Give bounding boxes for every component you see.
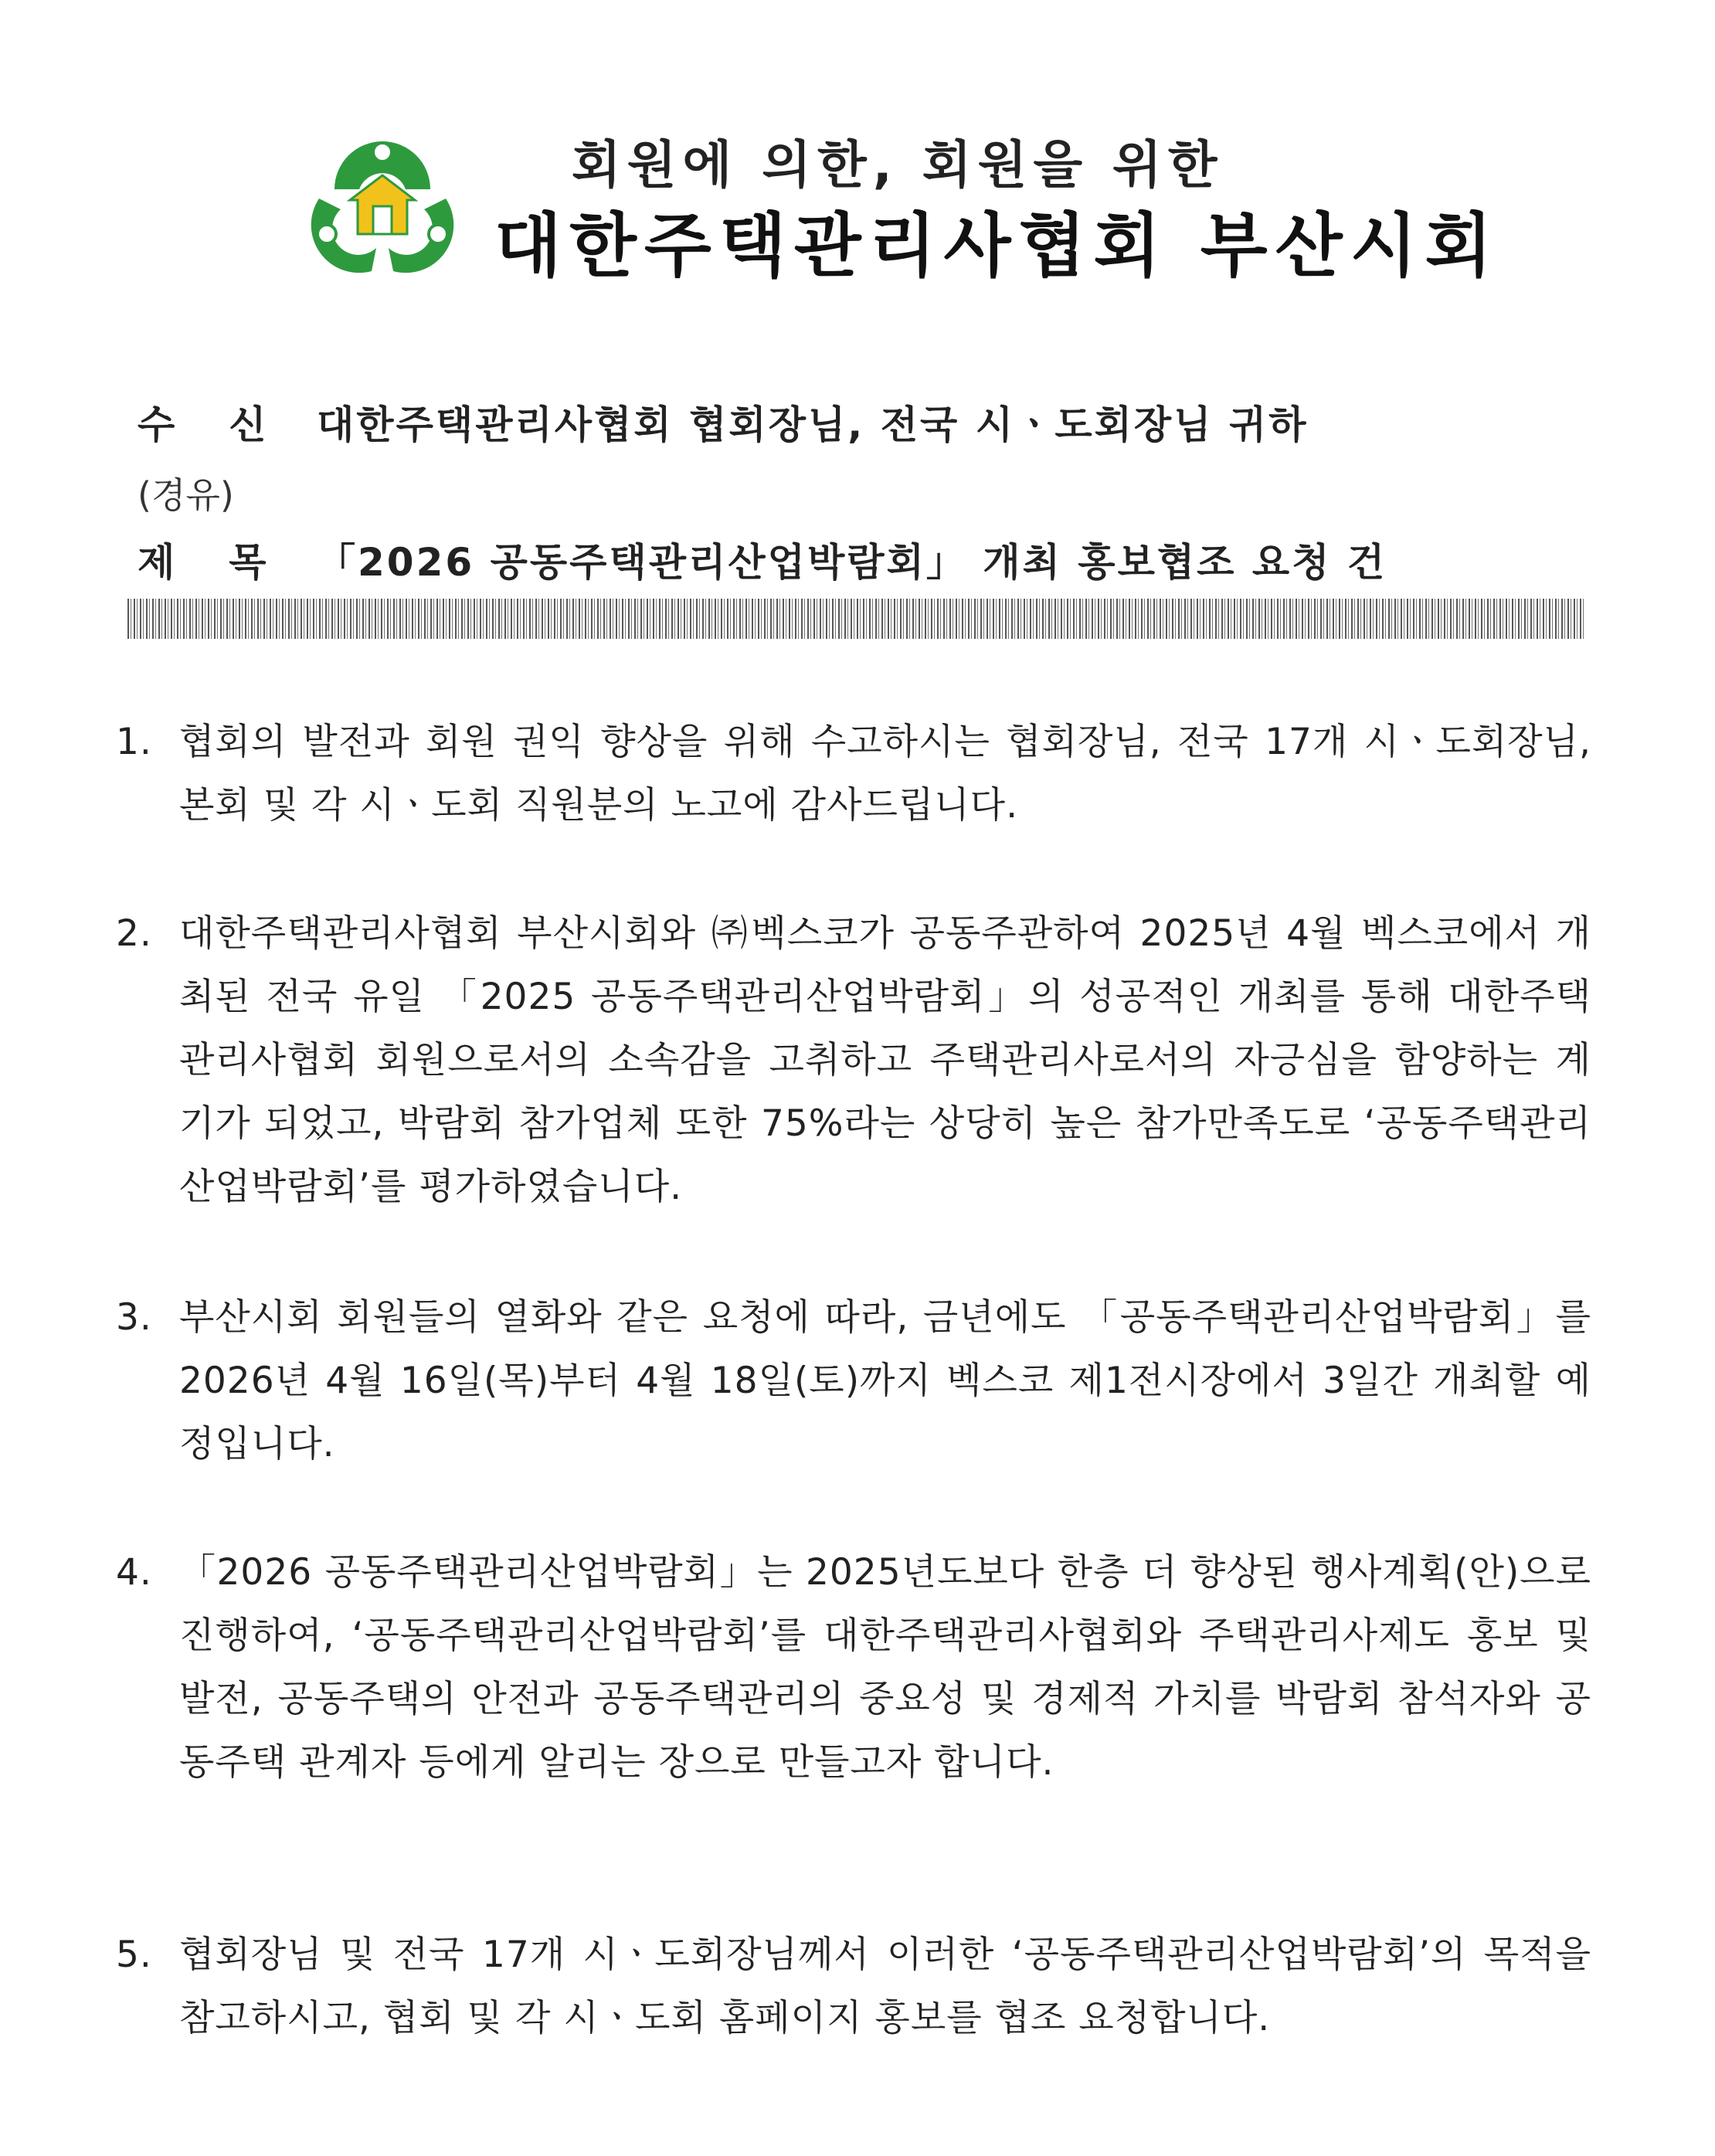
paragraph-4 xyxy=(116,1541,1591,1794)
via-label: (경유) xyxy=(138,474,234,516)
paragraph-number: 1. xyxy=(116,721,152,763)
paragraph-text: 부산시회 회원들의 열화와 같은 요청에 따라, 금년에도 「공동주택관리산업박람회」를 2026년 4월 16일(목)부터 4월 18일(토)까지 벡스코 제1전시장에서 3일간 개최할 예정입니다. xyxy=(179,1296,1591,1465)
slogan: 회원에 의한, 회원을 위한 xyxy=(572,135,1224,195)
paragraph-text: 협회장님 및 전국 17개 시ㆍ도회장님께서 이러한 ‘공동주택관리산업박람회’의 목적을 참고하시고, 협회 및 각 시ㆍ도회 홈페이지 홍보를 협조 요청합니다. xyxy=(179,1934,1591,2039)
paragraph-number: 4. xyxy=(116,1551,152,1594)
paragraph-number: 5. xyxy=(116,1934,152,1976)
recipient-value: 대한주택관리사협회 협회장님, 전국 시ㆍ도회장님 귀하 xyxy=(317,402,1309,447)
paragraph-number: 2. xyxy=(116,912,152,955)
subject-label: 제목 xyxy=(138,540,321,585)
recipient-label: 수신 xyxy=(138,402,321,447)
paragraph-5 xyxy=(116,1923,1591,2050)
paragraph-text: 대한주택관리사협회 부산시회와 ㈜벡스코가 공동주관하여 2025년 4월 벡스코에서 개최된 전국 유일 「2025 공동주택관리산업박람회」의 성공적인 개최를 통해 대한주택관리사협회 회원으로서의 소속감을 고취하고 주택관리사로서의 자긍심을 함양하는 계기가 되었고, 박람회 참가업체 또한 75%라는 상당히 높은 참가만족도로 ‘공동주택관리산업박람회’를 평가하였습니다. xyxy=(179,912,1591,1208)
paragraph-2 xyxy=(116,902,1591,1219)
organization-name: 대한주택관리사협회 부산시회 xyxy=(494,205,1500,287)
paragraph-number: 3. xyxy=(116,1296,152,1339)
header-divider xyxy=(127,599,1584,639)
paragraph-text: 협회의 발전과 회원 권익 향상을 위해 수고하시는 협회장님, 전국 17개 시ㆍ도회장님, 본회 및 각 시ㆍ도회 직원분의 노고에 감사드립니다. xyxy=(179,721,1591,827)
subject-value: 「2026 공동주택관리산업박람회」 개최 홍보협조 요청 건 xyxy=(317,540,1387,585)
paragraph-1 xyxy=(116,711,1591,837)
paragraph-3 xyxy=(116,1286,1591,1476)
paragraph-text: 「2026 공동주택관리산업박람회」는 2025년도보다 한층 더 향상된 행사계획(안)으로 진행하여, ‘공동주택관리산업박람회’를 대한주택관리사협회와 주택관리사제도 홍보 및 발전, 공동주택의 안전과 공동주택관리의 중요성 및 경제적 가치를 박람회 참석자와 공동주택 관계자 등에게 알리는 장으로 만들고자 합니다. xyxy=(179,1551,1591,1784)
association-logo-icon xyxy=(305,135,460,278)
